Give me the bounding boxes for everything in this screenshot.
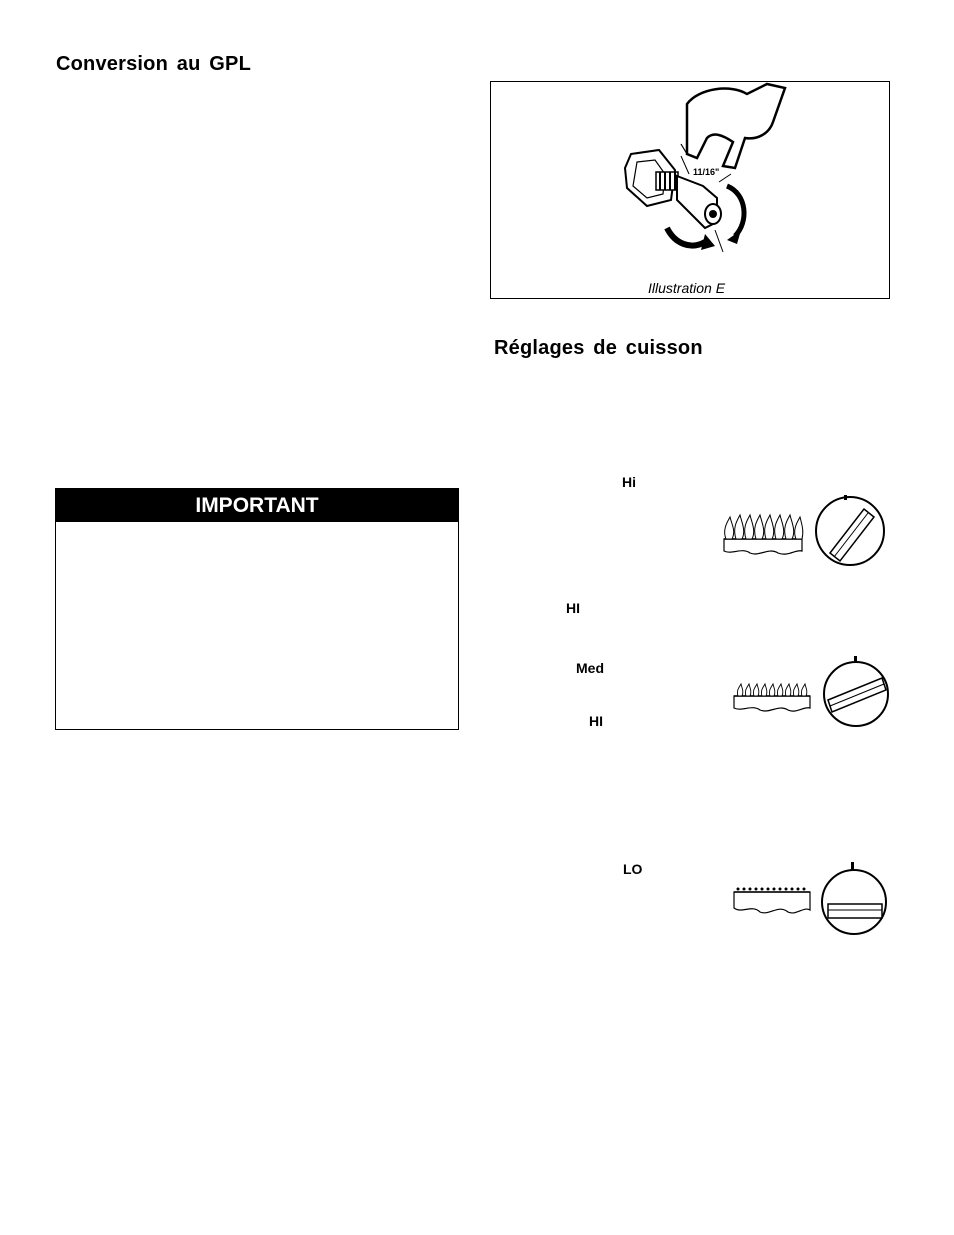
illustration-caption: Illustration E: [648, 280, 726, 296]
wrench-orifice-illustration: [491, 82, 889, 298]
setting-label-hi: Hi: [622, 474, 636, 490]
important-header: IMPORTANT: [56, 489, 458, 522]
section-title-lpg-conversion: Conversion au GPL: [56, 53, 251, 75]
setting-label-hi-3: HI: [589, 713, 603, 729]
setting-label-hi-2: HI: [566, 600, 580, 616]
setting-label-lo: LO: [623, 861, 643, 877]
wrench-size-label: 11/16": [693, 167, 720, 177]
low-flame-knob-illustration: [730, 860, 890, 938]
setting-label-med: Med: [576, 660, 604, 676]
illustration-e-frame: [490, 81, 890, 299]
section-title-cooking-settings: Réglages de cuisson: [494, 337, 703, 359]
important-notice-box: [55, 488, 459, 730]
high-flame-knob-illustration: [718, 495, 890, 567]
medium-flame-knob-illustration: [730, 656, 890, 728]
